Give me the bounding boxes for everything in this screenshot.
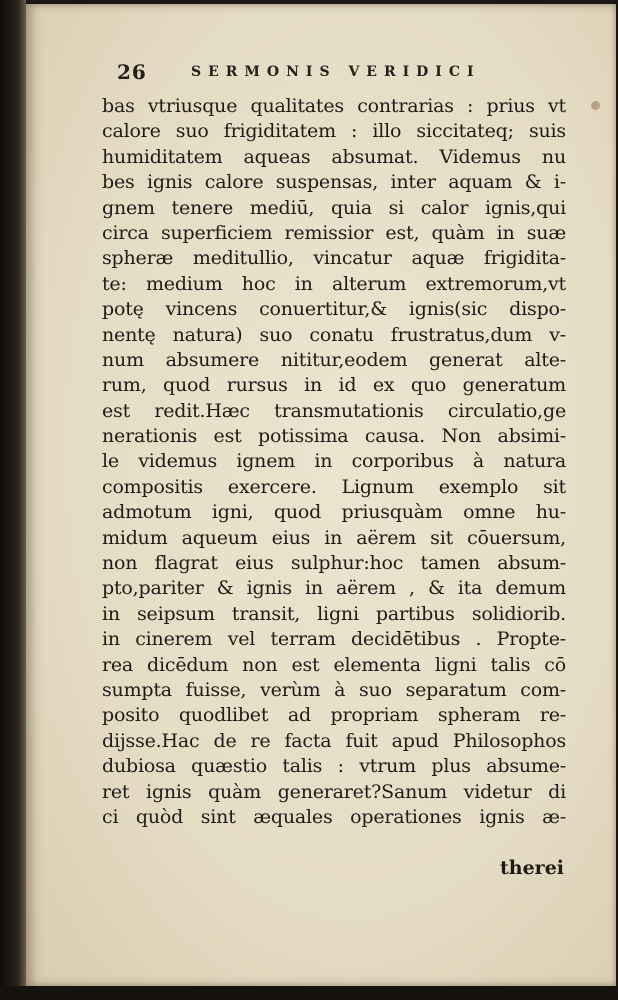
running-title: SERMONIS VERIDICI: [191, 64, 481, 80]
text-line: pto,pariter & ignis in aërem , & ita demum: [102, 577, 566, 600]
text-line: circa superficiem remissior est, quàm in suæ: [102, 221, 566, 244]
text-line: bes ignis calore suspensas, inter aquam & i-: [102, 171, 566, 194]
text-line: est redit.Hæc transmutationis circulatio,ge: [102, 399, 566, 422]
text-line: compositis exercere. Lignum exemplo sit: [102, 475, 566, 498]
body-text: [102, 94, 566, 830]
text-line: te: medium hoc in alterum extremorum,vt: [102, 272, 566, 295]
text-line: ret ignis quàm generaret?Sanum videtur di: [102, 780, 566, 803]
text-line: bas vtriusque qualitates contrarias : prius vt: [102, 95, 566, 117]
text-line: spheræ meditullio, vincatur aquæ frigidita-: [102, 247, 566, 270]
text-line: gnem tenere mediū, quia si calor ignis,qui: [102, 196, 566, 219]
page-number: 26: [117, 60, 147, 84]
text-line: nentę natura) suo conatu frustratus,dum v-: [102, 323, 566, 346]
text-line: dubiosa quæstio talis : vtrum plus absume-: [102, 755, 566, 778]
text-line: nerationis est potissima causa. Non absimi-: [102, 425, 566, 448]
text-line: rum, quod rursus in id ex quo generatum: [102, 374, 566, 397]
margin-stain: [591, 101, 600, 110]
scan-edge-bottom: [0, 986, 618, 1000]
page-header: [117, 60, 547, 86]
text-line: in cinerem vel terram decidētibus . Propte-: [102, 628, 566, 651]
text-line: dijsse.Hac de re facta fuit apud Philosophos: [102, 729, 566, 752]
text-line: ci quòd sint æquales operationes ignis æ-: [102, 805, 566, 828]
text-line: rea dicēdum non est elementa ligni talis cō: [102, 653, 566, 676]
text-line: potę vincens conuertitur,& ignis(sic dispo-: [102, 298, 566, 321]
text-line: humiditatem aqueas absumat. Videmus nu: [102, 145, 566, 168]
text-line: sumpta fuisse, verùm à suo separatum com-: [102, 678, 566, 701]
text-line: le videmus ignem in corporibus à natura: [102, 450, 566, 473]
text-line: posito quodlibet ad propriam spheram re-: [102, 704, 566, 727]
text-line: num absumere nititur,eodem generat alte-: [102, 348, 566, 371]
text-line: non flagrat eius sulphur:hoc tamen absum-: [102, 552, 566, 575]
text-line: midum aqueum eius in aërem sit cōuersum,: [102, 526, 566, 549]
catchword: therei: [500, 857, 564, 879]
scan-edge-left: [0, 0, 26, 1000]
text-line: calore suo frigiditatem : illo siccitateq; suis: [102, 120, 566, 143]
text-line: admotum igni, quod priusquàm omne hu-: [102, 501, 566, 524]
text-line: in seipsum transit, ligni partibus solidiorib.: [102, 602, 566, 625]
